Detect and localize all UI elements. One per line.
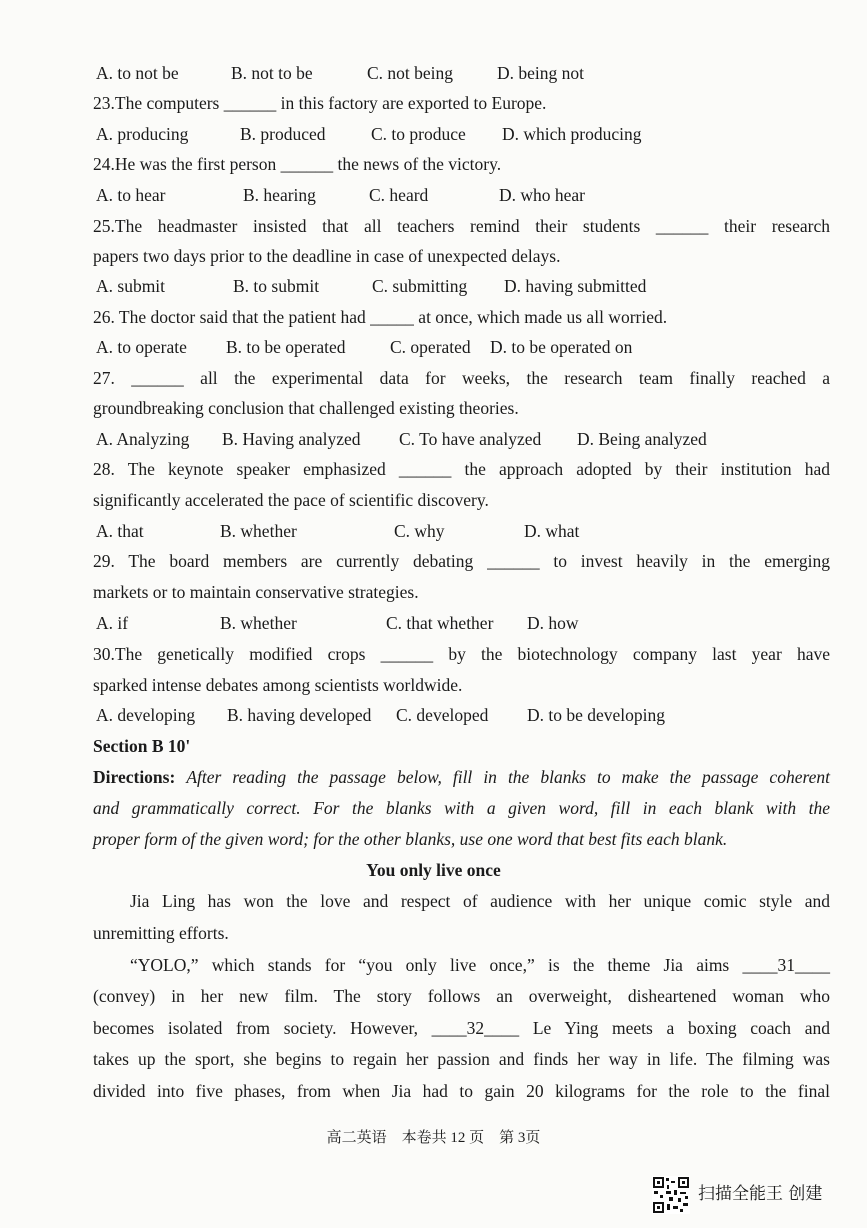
q27-option-a: A. Analyzing [96, 429, 190, 449]
q27-stem-line2: groundbreaking conclusion that challenged existing theories. [93, 398, 519, 418]
directions-line3: proper form of the given word; for the other blanks, use one word that best fits each blank. [93, 829, 728, 849]
q24-option-a: A. to hear [96, 185, 166, 205]
passage-p2-line4: takes up the sport, she begins to regain her passion and finds her way in life. The filming was [93, 1049, 830, 1069]
q23-option-a: A. producing [96, 124, 189, 144]
q27-stem-line1: 27. ______ all the experimental data for weeks, the research team finally reached a [93, 368, 830, 388]
q28-option-c: C. why [394, 521, 445, 541]
q29-option-c: C. that whether [386, 613, 494, 633]
scanner-watermark: 扫描全能王 创建 [698, 1184, 823, 1204]
q30-option-a: A. developing [96, 705, 196, 725]
passage-p1-line1: Jia Ling has won the love and respect of audience with her unique comic style and [130, 891, 830, 911]
q26-option-c: C. operated [390, 337, 471, 357]
q26-option-a: A. to operate [96, 337, 187, 357]
section-b-heading: Section B 10' [93, 736, 191, 756]
q22-option-a: A. to not be [96, 63, 179, 83]
q22-option-b: B. not to be [231, 63, 313, 83]
passage-p2-line1: “YOLO,” which stands for “you only live once,” is the theme Jia aims ____31____ [130, 955, 830, 975]
q28-option-a: A. that [96, 521, 144, 541]
q30-option-c: C. developed [396, 705, 489, 725]
q24-option-d: D. who hear [499, 185, 586, 205]
q28-stem-line2: significantly accelerated the pace of scientific discovery. [93, 490, 489, 510]
q29-option-d: D. how [527, 613, 579, 633]
q29-option-b: B. whether [220, 613, 297, 633]
q27-option-c: C. To have analyzed [399, 429, 542, 449]
directions-label: Directions: [93, 767, 176, 787]
q25-option-c: C. submitting [372, 276, 468, 296]
q23-option-d: D. which producing [502, 124, 642, 144]
qr-code-icon [652, 1176, 690, 1214]
q25-option-d: D. having submitted [504, 276, 647, 296]
passage-p2-line3: becomes isolated from society. However, ____32____ Le Ying meets a boxing coach and [93, 1018, 830, 1038]
q25-option-a: A. submit [96, 276, 166, 296]
q30-stem-line1: 30.The genetically modified crops ______ by the biotechnology company last year have [93, 644, 830, 664]
q24-option-c: C. heard [369, 185, 429, 205]
q23-stem: 23.The computers ______ in this factory are exported to Europe. [93, 93, 547, 113]
q22-option-d: D. being not [497, 63, 585, 83]
q23-option-b: B. produced [240, 124, 326, 144]
q29-stem-line2: markets or to maintain conservative strategies. [93, 582, 419, 602]
q28-stem-line1: 28. The keynote speaker emphasized ______ the approach adopted by their institution had [93, 459, 830, 479]
passage-p2-line5: divided into five phases, from when Jia had to gain 20 kilograms for the role to the final [93, 1081, 830, 1101]
q27-option-b: B. Having analyzed [222, 429, 361, 449]
q24-option-b: B. hearing [243, 185, 316, 205]
q30-stem-line2: sparked intense debates among scientists worldwide. [93, 675, 463, 695]
q26-option-d: D. to be operated on [490, 337, 633, 357]
q30-option-d: D. to be developing [527, 705, 666, 725]
q27-option-d: D. Being analyzed [577, 429, 707, 449]
q22-option-c: C. not being [367, 63, 454, 83]
q25-stem-line1: 25.The headmaster insisted that all teachers remind their students ______ their research [93, 216, 830, 236]
q26-option-b: B. to be operated [226, 337, 346, 357]
directions-text1: After reading the passage below, fill in the blanks to make the passage coherent [186, 767, 831, 787]
passage-title: You only live once [366, 860, 501, 880]
q28-option-b: B. whether [220, 521, 297, 541]
q24-stem: 24.He was the first person ______ the news of the victory. [93, 154, 502, 174]
q29-option-a: A. if [96, 613, 129, 633]
q26-stem: 26. The doctor said that the patient had _____ at once, which made us all worried. [93, 307, 668, 327]
directions-line2: and grammatically correct. For the blanks with a given word, fill in each blank with the [93, 798, 830, 818]
q29-stem-line1: 29. The board members are currently debating ______ to invest heavily in the emerging [93, 551, 830, 571]
page-footer: 高二英语 本卷共 12 页 第 3页 [326, 1130, 541, 1146]
q25-stem-line2: papers two days prior to the deadline in case of unexpected delays. [93, 246, 561, 266]
q28-option-d: D. what [524, 521, 580, 541]
directions-line1 [93, 766, 830, 788]
passage-p1-line2: unremitting efforts. [93, 923, 229, 943]
q30-option-b: B. having developed [227, 705, 372, 725]
q25-option-b: B. to submit [233, 276, 320, 296]
passage-p2-line2: (convey) in her new film. The story follows an overweight, disheartened woman who [93, 986, 830, 1006]
q23-option-c: C. to produce [371, 124, 466, 144]
